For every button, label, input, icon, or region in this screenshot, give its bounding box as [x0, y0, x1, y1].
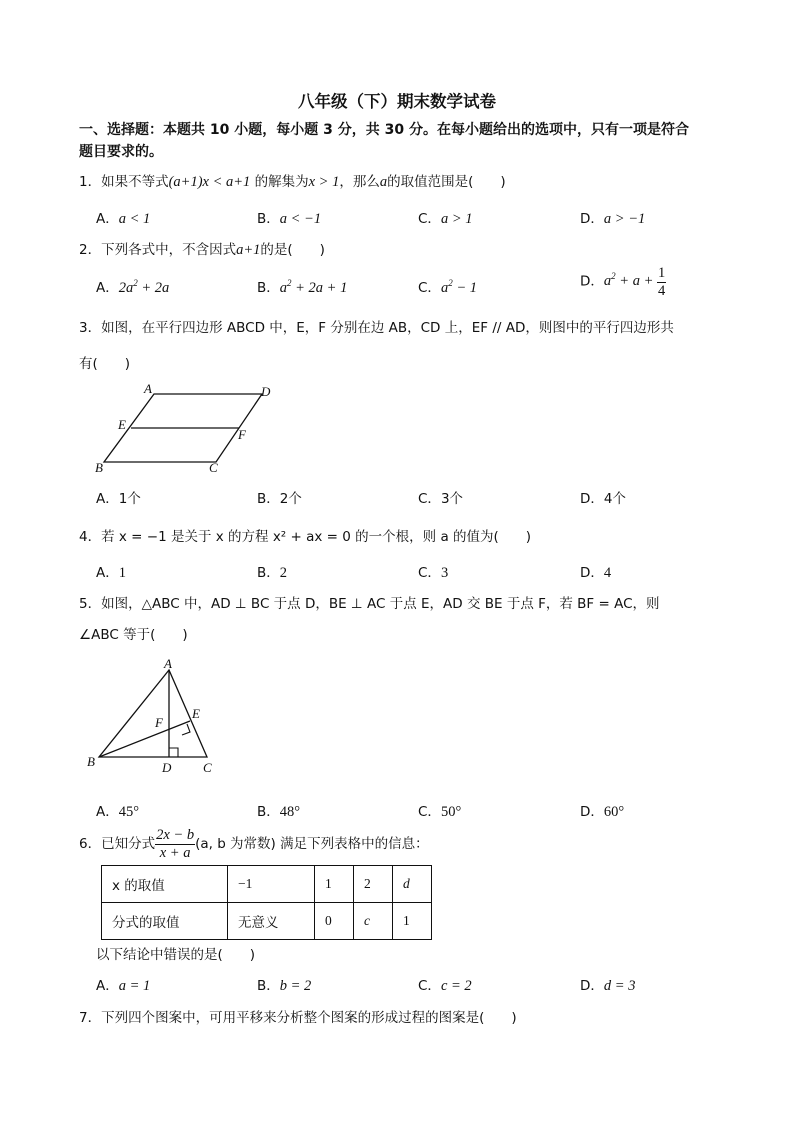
point-label-a: A [164, 656, 172, 671]
point-label-e: E [192, 706, 200, 721]
option-text: c = 2 [440, 978, 472, 994]
option-text: b = 2 [279, 978, 312, 994]
option-text: a > 1 [440, 211, 473, 227]
option-letter: C． [418, 978, 441, 994]
factor-expression: a+1 [236, 242, 261, 258]
triangle-abc [99, 670, 207, 757]
option-text: 2 [279, 565, 288, 581]
question-1-stem [79, 170, 506, 191]
point-label-e: E [118, 417, 126, 432]
option-letter: C． [418, 804, 441, 820]
option-text: a < 1 [118, 211, 151, 227]
option-letter: A． [96, 280, 119, 296]
stem-text: 若 x = −1 是关于 x 的方程 x² + ax = 0 的一个根，则 a 的值为( ) [101, 529, 532, 545]
option-b[interactable] [257, 276, 347, 297]
parallelogram-figure [90, 380, 290, 480]
option-text: $a^2 + a$ + $\frac{1}{4}$ [603, 265, 666, 299]
option-b[interactable] [257, 561, 287, 582]
question-number: 5． [79, 596, 102, 612]
option-letter: A． [96, 804, 119, 820]
option-c[interactable] [418, 974, 472, 995]
option-d[interactable] [580, 800, 624, 821]
option-text: 3 [440, 565, 449, 581]
stem-text: 的是( ) [260, 242, 325, 258]
question-3-stem-line1 [79, 316, 674, 336]
variable: a [379, 174, 388, 190]
option-a[interactable] [96, 276, 169, 297]
option-text: 45° [118, 804, 140, 820]
point-label-f: F [155, 715, 163, 730]
option-text: 48° [279, 804, 301, 820]
stem-text: (a, b 为常数) 满足下列表格中的信息： [195, 836, 429, 852]
option-letter: B． [257, 491, 280, 507]
table-cell: x 的取值 [102, 866, 228, 903]
option-letter: D． [580, 273, 604, 290]
question-5-stem-line1 [79, 592, 660, 612]
question-number: 2． [79, 242, 102, 258]
point-label-c: C [209, 460, 218, 475]
solution-set: x > 1 [308, 174, 340, 190]
stem-text: ，那么 [339, 174, 380, 190]
option-text: $a^2 - 1$ [440, 278, 477, 296]
stem-text: 已知分式 [101, 836, 156, 852]
option-c[interactable] [418, 561, 448, 582]
option-d[interactable] [580, 207, 645, 228]
option-d[interactable] [580, 487, 626, 507]
question-6-prompt: 以下结论中错误的是( ) [96, 947, 256, 963]
page-title: 八年级（下）期末数学试卷 [298, 92, 496, 111]
option-letter: D． [580, 978, 604, 994]
table-row [102, 903, 432, 940]
option-a[interactable] [96, 207, 150, 228]
table-cell: 1 [393, 903, 432, 940]
option-letter: B． [257, 211, 280, 227]
option-letter: A． [96, 211, 119, 227]
option-text: $a^2 + 2a + 1$ [279, 278, 348, 296]
option-text: 3个 [440, 491, 464, 507]
option-letter: A． [96, 978, 119, 994]
right-angle-mark-d [169, 748, 178, 757]
question-number: 3． [79, 320, 102, 336]
option-letter: D． [580, 491, 604, 507]
option-a[interactable] [96, 561, 126, 582]
point-label-b: B [87, 754, 95, 769]
question-number: 4． [79, 529, 102, 545]
question-number: 1． [79, 174, 102, 190]
table-cell: 2 [354, 866, 393, 903]
point-label-d: D [162, 760, 172, 775]
question-3-stem-line2: 有( ) [79, 356, 131, 372]
option-letter: C． [418, 491, 441, 507]
table-cell: 1 [315, 866, 354, 903]
table-cell: −1 [228, 866, 315, 903]
option-c[interactable] [418, 276, 477, 297]
option-a[interactable] [96, 974, 150, 995]
option-letter: D． [580, 804, 604, 820]
stem-text: 如图，△ABC 中，AD ⊥ BC 于点 D，BE ⊥ AC 于点 E，AD 交 BE 于点 F，若 BF = AC，则 [101, 596, 660, 612]
option-letter: A． [96, 491, 119, 507]
table-cell: 分式的取值 [102, 903, 228, 940]
stem-text: 下列四个图案中，可用平移来分析整个图案的形成过程的图案是( ) [101, 1010, 517, 1026]
option-letter: B． [257, 565, 280, 581]
option-c[interactable] [418, 487, 463, 507]
option-text: 2个 [279, 491, 302, 507]
inequality: (a+1)x < a+1 [168, 174, 251, 190]
option-b[interactable] [257, 207, 321, 228]
table-row [102, 866, 432, 903]
point-label-a: A [144, 381, 152, 396]
fraction-numerator: 2x − b [156, 827, 195, 843]
option-letter: B． [257, 280, 280, 296]
option-text: 60° [603, 804, 625, 820]
point-label-c: C [203, 760, 212, 775]
question-number: 6． [79, 836, 102, 852]
option-letter: B． [257, 978, 280, 994]
point-label-d: D [261, 384, 271, 399]
question-5-stem-line2: ∠ABC 等于( ) [79, 627, 188, 643]
option-b[interactable] [257, 487, 302, 507]
table-cell: d [393, 866, 432, 903]
option-b[interactable] [257, 974, 311, 995]
option-text: a = 1 [118, 978, 151, 994]
triangle-figure [80, 655, 230, 780]
question-2-stem [79, 238, 325, 259]
option-letter: D． [580, 565, 604, 581]
option-a[interactable] [96, 800, 139, 821]
question-7-stem [79, 1006, 517, 1026]
section-heading-line2: 题目要求的。 [79, 144, 163, 160]
fraction-denominator: x + a [159, 844, 191, 861]
option-text: 1个 [118, 491, 141, 507]
option-c[interactable] [418, 207, 472, 228]
option-text: 4个 [603, 491, 626, 507]
option-letter: C． [418, 280, 441, 296]
right-angle-mark-e [182, 724, 190, 735]
option-text: a < −1 [279, 211, 322, 227]
option-d[interactable] [580, 266, 666, 298]
section-heading-line1: 一、选择题：本题共 10 小题，每小题 3 分，共 30 分。在每小题给出的选项中，只有一项是符合 [79, 122, 689, 138]
stem-text: 的取值范围是( ) [387, 174, 506, 190]
option-text: 1 [118, 565, 126, 581]
option-letter: C． [418, 565, 441, 581]
question-number: 7． [79, 1010, 102, 1026]
option-text: $2a^2 + 2a$ [118, 278, 170, 296]
option-text: d = 3 [603, 978, 636, 994]
option-text: a > −1 [603, 211, 646, 227]
option-text: 50° [440, 804, 462, 820]
option-letter: A． [96, 565, 119, 581]
fraction-expression [155, 828, 195, 860]
option-letter: C． [418, 211, 441, 227]
point-label-b: B [95, 460, 103, 475]
option-letter: B． [257, 804, 280, 820]
question-6-stem [79, 828, 429, 860]
table-cell: 0 [315, 903, 354, 940]
stem-text: 的解集为 [254, 174, 309, 190]
question-4-stem [79, 525, 531, 545]
stem-text: 如果不等式 [101, 174, 169, 190]
option-letter: D． [580, 211, 604, 227]
stem-text: 下列各式中，不含因式 [101, 242, 237, 258]
point-label-f: F [238, 427, 246, 442]
option-d[interactable] [580, 561, 611, 582]
table-cell: 无意义 [228, 903, 315, 940]
option-text: 4 [603, 565, 612, 581]
option-a[interactable] [96, 487, 141, 507]
stem-text: 如图，在平行四边形 ABCD 中，E，F 分别在边 AB，CD 上，EF // AD，则图中的平行四边形共 [101, 320, 674, 336]
value-table [101, 865, 432, 940]
option-c[interactable] [418, 800, 461, 821]
option-d[interactable] [580, 974, 635, 995]
table-cell: c [354, 903, 393, 940]
option-b[interactable] [257, 800, 300, 821]
